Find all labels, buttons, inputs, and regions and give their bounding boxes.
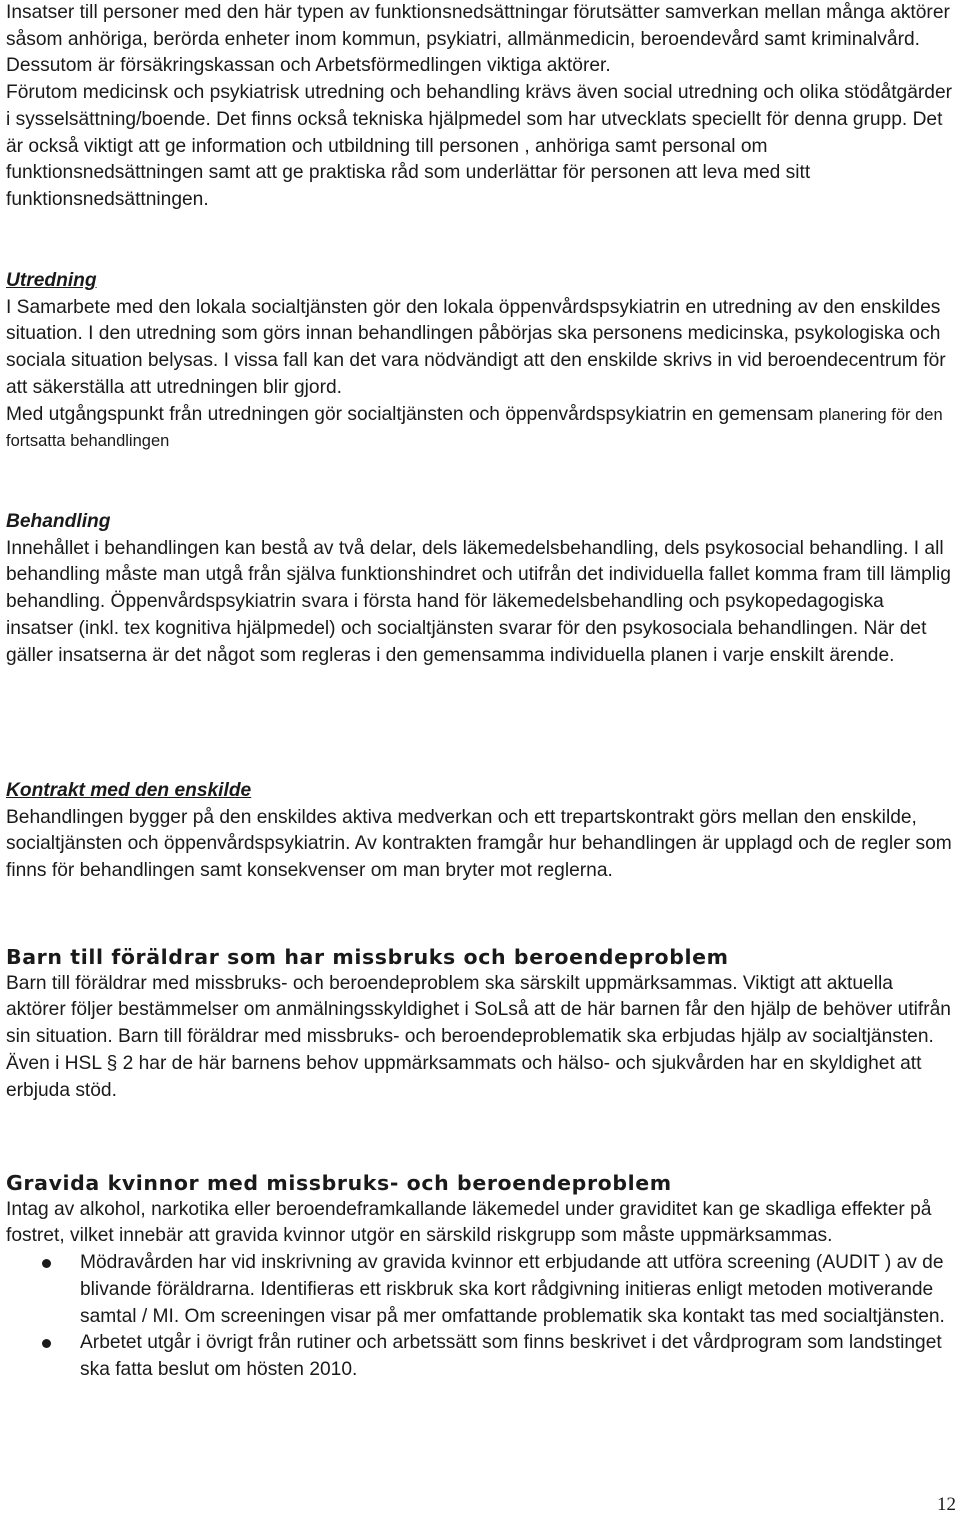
gravida-bullet-list bbox=[6, 1250, 956, 1384]
kontrakt-paragraph: Behandlingen bygger på den enskildes aktiva medverkan och ett trepartskontrakt görs mellan den enskilde, socialtjänsten och öppenvårdspsykiatrin. Av kontrakten framgår hur behandlingen är upplagd och de regler som finns för behandlingen samt konsekvenser om man bryter mot reglerna. bbox=[6, 806, 952, 882]
utredning-section bbox=[6, 268, 956, 455]
behandling-section bbox=[6, 509, 956, 669]
intro-section bbox=[6, 0, 956, 214]
barn-section bbox=[6, 944, 956, 1104]
list-item: Mödravården har vid inskrivning av gravida kvinnor ett erbjudande att utföra screening (AUDIT ) av de blivande föräldrarna. Identifieras ett riskbruk ska kort rådgivning initieras enligt metoden motiverande samtal / MI. Om screeningen visar på mer omfattande problematik ska kontakt tas med socialtjänsten. bbox=[6, 1250, 956, 1330]
behandling-paragraph: Innehållet i behandlingen kan bestå av två delar, dels läkemedelsbehandling, dels psykosocial behandling. I all behandling måste man utgå från själva funktionshindret och utifrån det individuella fallet komma fram till lämplig behandling. Öppenvårdspsykiatrin svara i första hand för läkemedelsbehandling och psykopedagogiska insatser (inkl. tex kognitiva hjälpmedel) och socialtjänsten svarar för den psykosociala behandlingen. När det gäller insatserna är det något som regleras i den gemensamma individuella planen i varje enskilt ärende. bbox=[6, 537, 951, 666]
utredning-paragraph-1: I Samarbete med den lokala socialtjänsten gör den lokala öppenvårdspsykiatrin en utredning av den enskildes situation. I den utredning som görs innan behandlingen påbörjas ska personens medicinska, psykologiska och sociala situation belysas. I vissa fall kan det vara nödvändigt att den enskilde skrivs in vid beroendecentrum för att säkerställa att utredningen blir gjord. bbox=[6, 296, 946, 398]
intro-paragraph-1: Insatser till personer med den här typen av funktionsnedsättningar förutsätter samverkan mellan många aktörer såsom anhöriga, berörda enheter inom kommun, psykiatri, allmänmedicin, beroendevård samt kriminalvård. Dessutom är försäkringskassan och Arbetsförmedlingen viktiga aktörer. bbox=[6, 2, 950, 77]
gravida-heading: Gravida kvinnor med missbruks- och beroendeproblem bbox=[6, 1171, 672, 1195]
utredning-paragraph-2-main: Med utgångspunkt från utredningen gör socialtjänsten och öppenvårdspsykiatrin en gemensam bbox=[6, 403, 819, 425]
kontrakt-heading: Kontrakt med den enskilde bbox=[6, 780, 252, 801]
utredning-paragraph-2 bbox=[6, 402, 956, 455]
list-item: Arbetet utgår i övrigt från rutiner och arbetssätt som finns beskrivet i det vårdprogram som landstinget ska fatta beslut om hösten 2010. bbox=[6, 1330, 956, 1383]
behandling-heading: Behandling bbox=[6, 511, 111, 532]
intro-paragraph-2: Förutom medicinsk och psykiatrisk utredning och behandling krävs även social utredning och olika stödåtgärder i sysselsättning/boende. Det finns också tekniska hjälpmedel som har utvecklats speciellt för denna grupp. Det är också viktigt att ge information och utbildning till personen , anhöriga samt personal om funktionsnedsättningen samt att ge praktiska råd som underlättar för personen att leva med sitt funktionsnedsättningen. bbox=[6, 82, 953, 210]
page-number: 12 bbox=[937, 1494, 956, 1515]
kontrakt-section bbox=[6, 778, 956, 885]
barn-heading: Barn till föräldrar som har missbruks och beroendeproblem bbox=[6, 945, 729, 969]
utredning-paragraph-2-tail: planering för den fortsatta behandlingen bbox=[6, 405, 943, 451]
gravida-paragraph: Intag av alkohol, narkotika eller beroendeframkallande läkemedel under graviditet kan ge skadliga effekter på fostret, vilket innebär att gravida kvinnor utgör en särskild riskgrupp som måste uppmärksammas. bbox=[6, 1198, 932, 1247]
bullet-icon bbox=[42, 1259, 51, 1268]
barn-paragraph: Barn till föräldrar med missbruks- och beroendeproblem ska särskilt uppmärksammas. Viktigt att aktuella aktörer följer bestämmelser om anmälningsskyldighet i SoLså att de här barnen får den hjälp de behöver utifrån sin situation. Barn till föräldrar med missbruks- och beroendeproblematik ska erbjudas hjälp av socialtjänsten. Även i HSL § 2 har de här barnens behov uppmärksammats och hälso- och sjukvården har en skyldighet att erbjuda stöd. bbox=[6, 972, 951, 1101]
utredning-heading: Utredning bbox=[6, 270, 97, 291]
gravida-section bbox=[6, 1170, 956, 1384]
bullet-icon bbox=[42, 1339, 51, 1348]
